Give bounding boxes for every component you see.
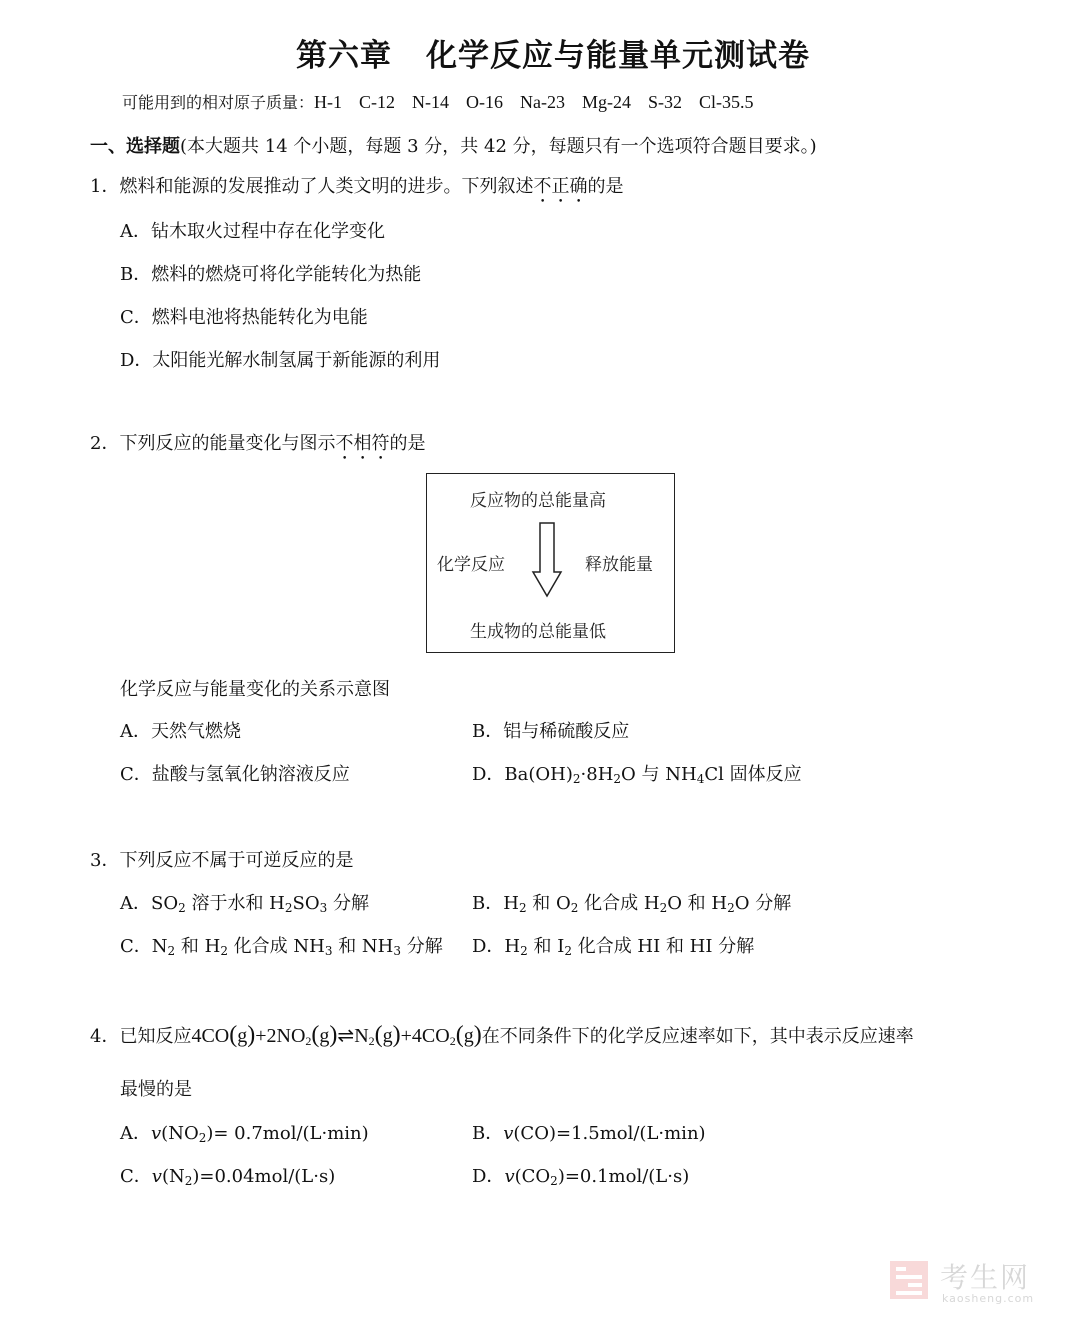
- emphasized-text: 不正确: [533, 176, 588, 197]
- q1-option-d: D．太阳能光解水制氢属于新能源的利用: [120, 350, 441, 371]
- stem-text: 的是: [587, 176, 624, 197]
- q2-option-b: B．铝与稀硫酸反应: [472, 721, 630, 742]
- q2-option-c: C．盐酸与氢氧化钠溶液反应: [120, 764, 350, 785]
- logo-icon: [888, 1255, 1063, 1307]
- energy-diagram: [426, 473, 675, 653]
- stem-text: 已知反应: [119, 1026, 192, 1047]
- subscript: 2: [613, 772, 622, 786]
- question-number: 1．: [90, 176, 120, 197]
- atomic-mass-item: C-12: [359, 92, 396, 112]
- atomic-mass-line: [122, 90, 771, 113]
- q3-option-d: D．$H_2$ 和 $I_2$ 化合成 HI 和 HI 分解: [472, 936, 755, 958]
- stem-text: 燃料和能源的发展推动了人类文明的进步。下列叙述: [119, 176, 534, 197]
- q1-option-b: B．燃料的燃烧可将化学能转化为热能: [120, 264, 422, 285]
- atomic-mass-item: H-1: [314, 92, 343, 112]
- kaosheng-watermark-logo: [888, 1255, 1063, 1307]
- atomic-mass-item: Cl-35.5: [699, 92, 754, 112]
- q4-option-d: D．$v(CO_2)=0.1mol/(L\cdot s)$: [472, 1166, 690, 1188]
- option-text: ·8H: [580, 764, 614, 785]
- svg-text:考生网: 考生网: [940, 1261, 1031, 1294]
- q1-option-c: C．燃料电池将热能转化为电能: [120, 307, 368, 328]
- atomic-mass-item: N-14: [412, 92, 450, 112]
- q3-option-c: C．$N_2$ 和 $H_2$ 化合成 $NH_3$ 和 $NH_3$ 分解: [120, 936, 443, 958]
- atomic-mass-label: 可能用到的相对原子质量：: [122, 93, 315, 112]
- diagram-right-label: 释放能量: [585, 555, 653, 575]
- question-4-stem-line2: 最慢的是: [120, 1079, 192, 1100]
- option-text: Cl 固体反应: [704, 764, 802, 785]
- down-arrow-icon: [531, 522, 563, 598]
- stem-text: 的是: [389, 433, 426, 454]
- question-3-stem: [90, 846, 353, 872]
- atomic-mass-item: O-16: [466, 92, 504, 112]
- emphasized-text: 不相符: [335, 433, 390, 454]
- question-1-stem: [90, 172, 623, 207]
- question-number: 2．: [90, 433, 120, 454]
- stem-text: 下列反应的能量变化与图示: [119, 433, 336, 454]
- section-desc: (本大题共 14 个小题，每题 3 分，共 42 分，每题只有一个选项符合题目要求。): [180, 136, 817, 157]
- page-title: [0, 30, 1076, 75]
- question-4-stem: [90, 1022, 914, 1049]
- reaction-equation: $4CO(g)+2NO_2(g)\rightleftharpoons N_2(g)+4CO_2(g)$: [191, 1022, 482, 1048]
- svg-text:kaosheng.com: kaosheng.com: [942, 1292, 1035, 1305]
- stem-text: 下列反应不属于可逆反应的是: [119, 850, 354, 871]
- question-number: 4．: [90, 1026, 120, 1047]
- subscript: 4: [696, 772, 705, 786]
- title-main: 化学反应与能量单元测试卷: [426, 38, 810, 74]
- q2-option-a: A．天然气燃烧: [120, 721, 241, 742]
- diagram-bottom-label: 生成物的总能量低: [470, 622, 606, 642]
- option-text: D．Ba(OH): [472, 764, 573, 785]
- q3-option-b: B．$H_2$ 和 $O_2$ 化合成 $H_2O$ 和 $H_2O$ 分解: [472, 893, 792, 915]
- q2-option-d: [472, 760, 802, 786]
- diagram-left-label: 化学反应: [437, 555, 505, 575]
- stem-text: 在不同条件下的化学反应速率如下，其中表示反应速率: [481, 1026, 914, 1047]
- q1-option-a: A．钻木取火过程中存在化学变化: [120, 221, 385, 242]
- atomic-mass-item: S-32: [648, 92, 683, 112]
- question-2-stem: [90, 429, 425, 464]
- question-number: 3．: [90, 850, 120, 871]
- q4-option-a: A．$v(NO_2)= 0.7mol/(L\cdot\min)$: [120, 1123, 369, 1145]
- q4-option-c: C．$v(N_2)=0.04mol/(L\cdot s)$: [120, 1166, 336, 1188]
- subscript: 2: [572, 772, 581, 786]
- diagram-caption: 化学反应与能量变化的关系示意图: [120, 679, 390, 700]
- atomic-mass-item: Na-23: [520, 92, 565, 112]
- atomic-mass-item: Mg-24: [582, 92, 631, 112]
- title-chapter: 第六章: [296, 38, 392, 74]
- section-heading: [90, 132, 817, 158]
- diagram-top-label: 反应物的总能量高: [470, 491, 606, 511]
- section-title: 一、选择题: [90, 136, 180, 157]
- option-text: O 与 NH: [621, 764, 697, 785]
- q3-option-a: A．$SO_2$ 溶于水和 $H_2SO_3$ 分解: [120, 893, 369, 915]
- q4-option-b: B．v(CO)=1.5mol/(L·min): [472, 1123, 706, 1144]
